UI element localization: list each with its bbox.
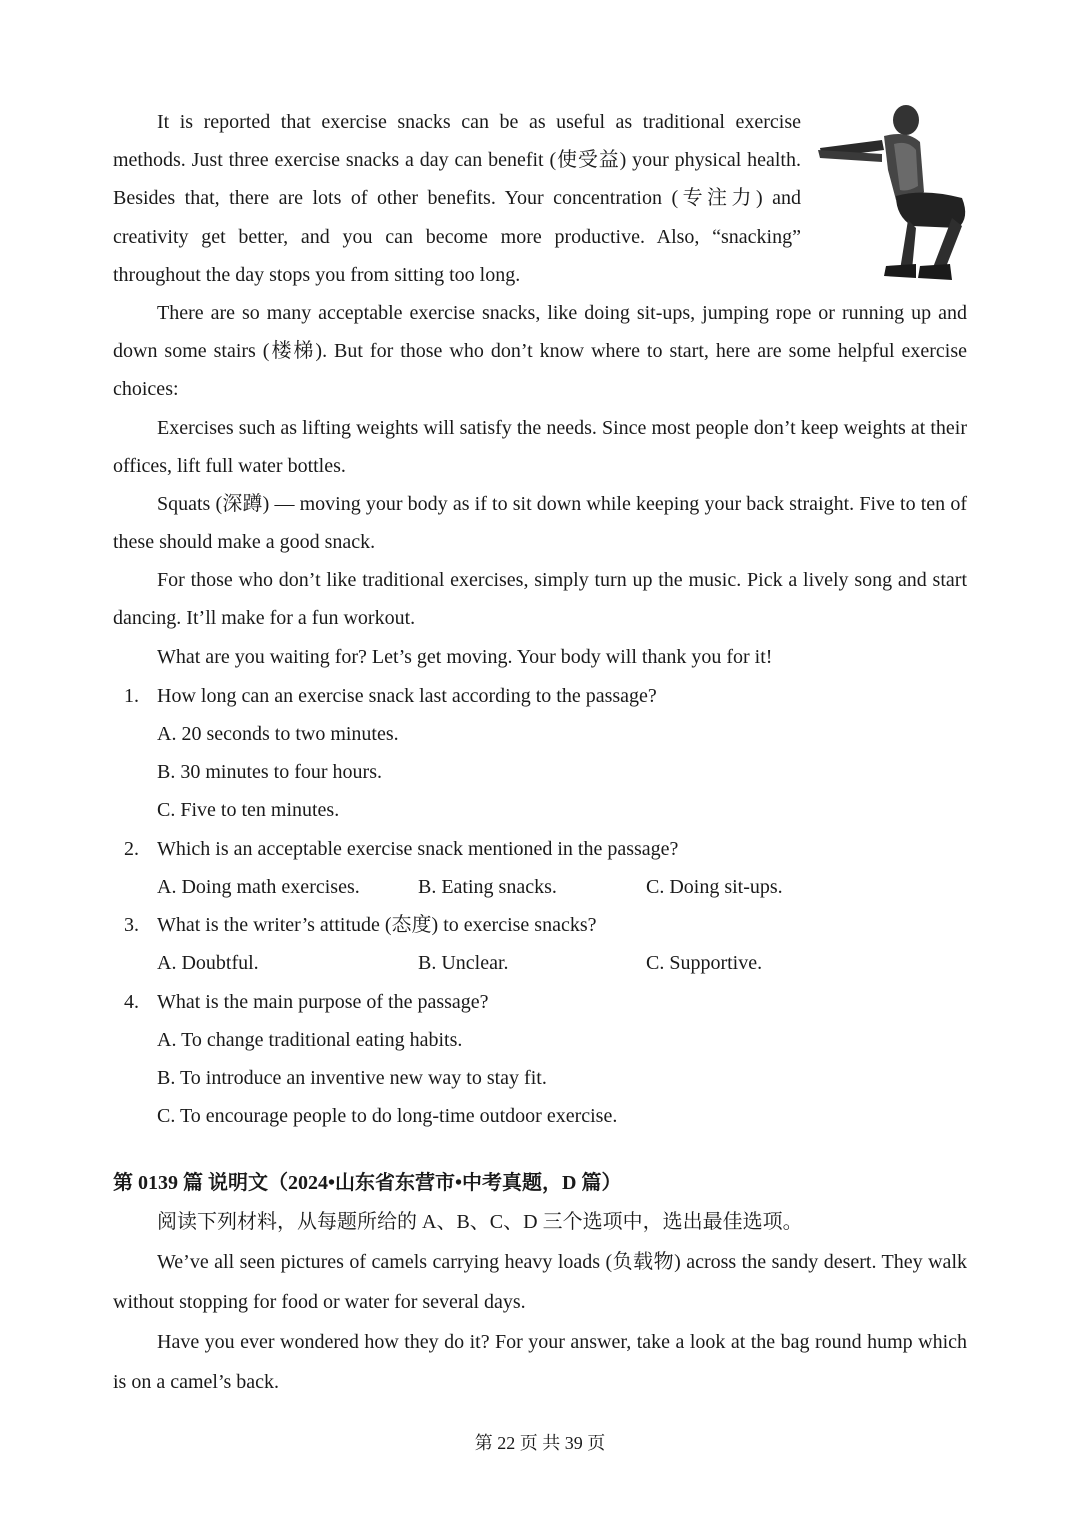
passage-paragraph-6: What are you waiting for? Let’s get moving. Your body will thank you for it!: [157, 646, 773, 668]
question-2-option-b: B. Eating snacks.: [418, 876, 557, 898]
question-2-text: Which is an acceptable exercise snack mentioned in the passage?: [157, 838, 679, 860]
passage-paragraph-2: There are so many acceptable exercise snacks, like doing sit-ups, jumping rope or running up and down some stairs (楼梯). But for those who don’t know where to start, here are some helpful exercise choices:: [113, 302, 967, 401]
question-4-option-c: C. To encourage people to do long-time outdoor exercise.: [157, 1105, 618, 1127]
question-2-number: 2.: [124, 838, 139, 860]
section-paragraph-1: We’ve all seen pictures of camels carrying heavy loads (负载物) across the sandy desert. They walk without stopping for food or water for several days.: [113, 1251, 967, 1313]
passage-paragraph-4: Squats (深蹲) — moving your body as if to sit down while keeping your back straight. Five to ten of these should make a good snack.: [113, 493, 967, 554]
page-footer: 第 22 页 共 39 页: [474, 1433, 606, 1453]
question-4-number: 4.: [124, 991, 139, 1013]
question-1-option-c: C. Five to ten minutes.: [157, 799, 340, 821]
section-instruction: 阅读下列材料，从每题所给的 A、B、C、D 三个选项中，选出最佳选项。: [157, 1211, 803, 1233]
passage-paragraph-5: For those who don’t like traditional exercises, simply turn up the music. Pick a lively song and start dancing. It’ll make for a fun workout.: [113, 569, 967, 630]
question-3-number: 3.: [124, 914, 139, 936]
question-2-option-c: C. Doing sit-ups.: [646, 876, 783, 898]
squat-person-icon: [812, 100, 974, 290]
section-heading: 第 0139 篇 说明文（2024•山东省东营市•中考真题，D 篇）: [113, 1172, 622, 1194]
question-3-option-b: B. Unclear.: [418, 952, 509, 974]
question-3-option-c: C. Supportive.: [646, 952, 763, 974]
question-4-option-b: B. To introduce an inventive new way to stay fit.: [157, 1067, 547, 1089]
question-1-option-a: A. 20 seconds to two minutes.: [157, 723, 399, 745]
section-paragraph-2: Have you ever wondered how they do it? For your answer, take a look at the bag round hump which is on a camel’s back.: [113, 1331, 967, 1393]
question-4-option-a: A. To change traditional eating habits.: [157, 1029, 463, 1051]
passage-paragraph-1: It is reported that exercise snacks can be as useful as traditional exercise methods. Just three exercise snacks a day can benefit (使受益) your physical health. Besides that, there are lots of other benefits. Your concentration (专注力) and creativity get better, and you can become more productive. Also, “snacking” throughout the day stops you from sitting too long.: [113, 111, 801, 286]
question-3-option-a: A. Doubtful.: [157, 952, 259, 974]
question-3-text: What is the writer’s attitude (态度) to exercise snacks?: [157, 914, 597, 936]
question-1-text: How long can an exercise snack last according to the passage?: [157, 685, 657, 707]
question-1-option-b: B. 30 minutes to four hours.: [157, 761, 382, 783]
question-4-text: What is the main purpose of the passage?: [157, 991, 489, 1013]
passage-paragraph-3: Exercises such as lifting weights will satisfy the needs. Since most people don’t keep weights at their offices, lift full water bottles.: [113, 417, 967, 478]
question-2-option-a: A. Doing math exercises.: [157, 876, 360, 898]
question-1-number: 1.: [124, 685, 139, 707]
